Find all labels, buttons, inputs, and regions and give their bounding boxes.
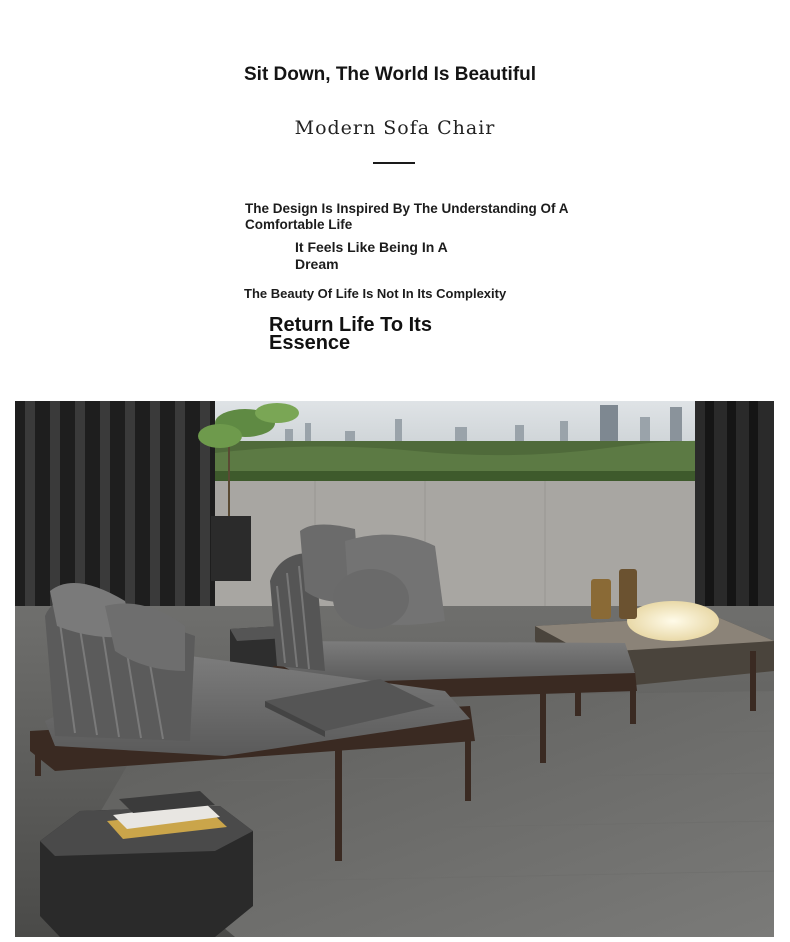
tagline-design: The Design Is Inspired By The Understanding Of A Comfortable Life <box>245 201 569 232</box>
headline: Sit Down, The World Is Beautiful <box>244 64 537 85</box>
sofa-scene-illustration <box>15 401 774 937</box>
product-photo <box>15 401 774 937</box>
tagline-essence: Return Life To Its Essence <box>269 314 432 354</box>
subtitle: Modern Sofa Chair <box>294 117 496 139</box>
tagline-dream: It Feels Like Being In A Dream <box>295 239 448 272</box>
tagline-beauty: The Beauty Of Life Is Not In Its Complexity <box>244 286 507 301</box>
title-divider <box>373 162 415 164</box>
